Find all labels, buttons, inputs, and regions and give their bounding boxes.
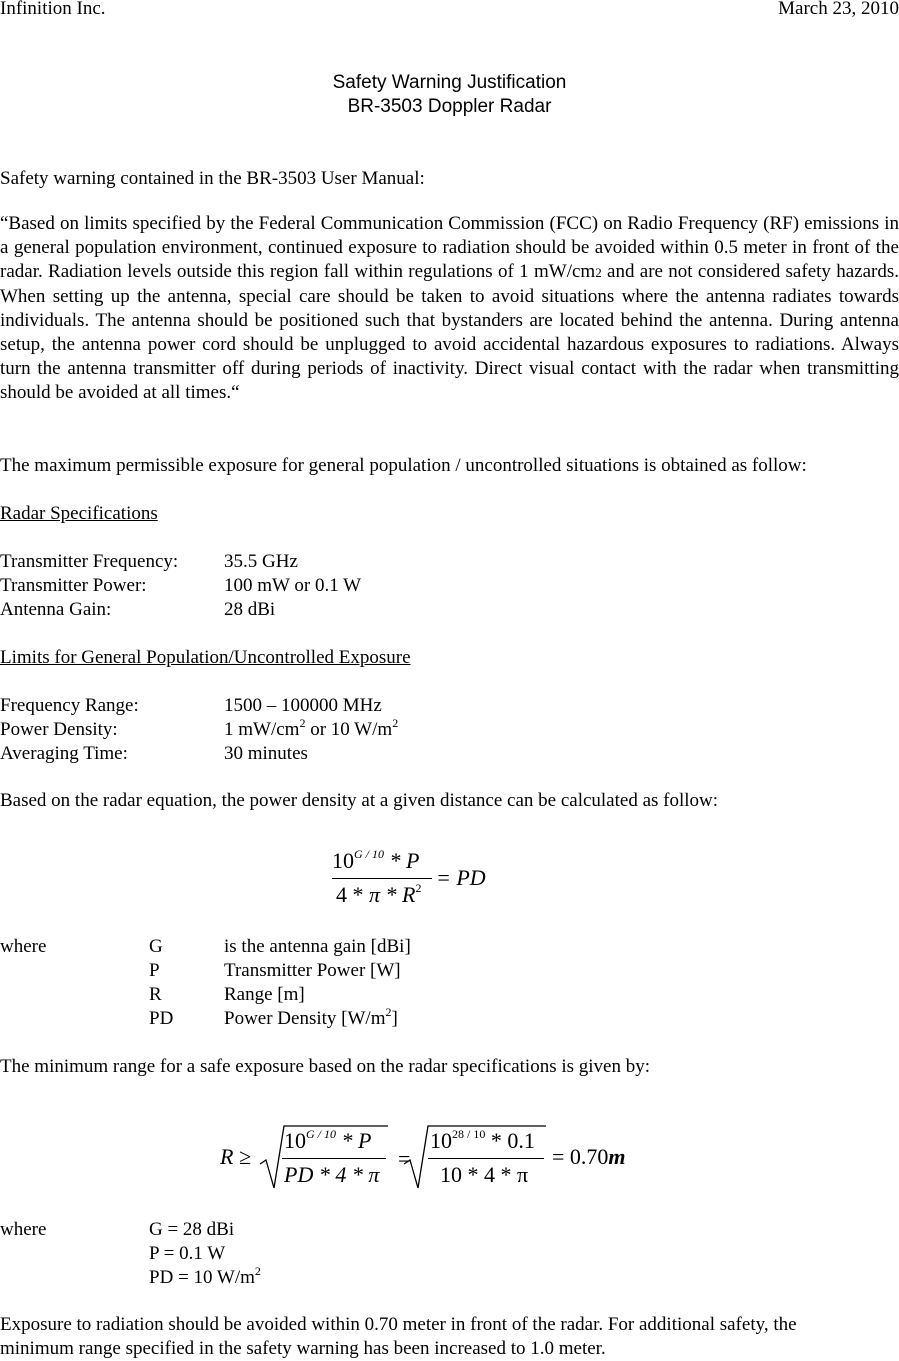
limit-value: 30 minutes (224, 743, 308, 764)
radar-specs-list (0, 551, 600, 623)
min-range-equation (218, 1116, 658, 1196)
spec-value: 100 mW or 0.1 W (224, 575, 362, 596)
eq1-numerator: $10^{G / 10}$ * P (332, 847, 420, 873)
eq1-fraction-bar (332, 878, 432, 879)
where-symbol: R (149, 984, 162, 1005)
page-title: Safety Warning Justification (332, 72, 567, 93)
radar-specs-heading: Radar Specifications (0, 503, 158, 524)
where-definitions (0, 936, 600, 1032)
where-description: is the antenna gain [dBi] (224, 936, 411, 957)
warning-quote: “Based on limits specified by the Federal Communication Commission (FCC) on Radio Frequency (RF) emissions in a general population environment, continued exposure to radiation should be avoided within 0.5 meter in front of the radar. Radiation levels outside this region fall within regulations of 1 mW/cm2 and are not considered safety hazards. When setting up the antenna, special care should be taken to avoid situations where the antenna radiates towards individuals. The antenna should be positioned such that bystanders are located behind the antenna. During antenna setup, the antenna power cord should be unplugged to avoid accidental hazardous exposures to radiations. Always turn the antenna transmitter off during periods of inactivity. Direct visual contact with the radar when transmitting should be avoided at all times.“ (0, 213, 899, 403)
page-subtitle: BR-3503 Doppler Radar (347, 96, 552, 117)
where-symbol: G (149, 936, 163, 957)
eq2-f1-denominator: PD * 4 * π (284, 1162, 380, 1187)
header-date: March 23, 2010 (778, 0, 899, 19)
header-company: Infinition Inc. (0, 0, 106, 19)
limits-list (0, 695, 600, 767)
spec-value: 28 dBi (224, 599, 276, 620)
radar-eq-intro: Based on the radar equation, the power density at a given distance can be calculated as follow: (0, 790, 719, 811)
mpe-intro: The maximum permissible exposure for general population / uncontrolled situations is obtained as follow: (0, 455, 807, 476)
power-density-equation (330, 838, 530, 918)
eq2-result: = 0.70m (552, 1144, 626, 1169)
where-symbol: PD (149, 1008, 174, 1029)
limits-heading: Limits for General Population/Uncontrolled Exposure (0, 647, 411, 668)
limit-label: Frequency Range: (0, 695, 139, 716)
limit-label: Power Density: (0, 719, 118, 740)
spec-label: Transmitter Frequency: (0, 551, 179, 572)
where-description: Range [m] (224, 984, 305, 1005)
conclusion-line-1: Exposure to radiation should be avoided within 0.70 meter in front of the radar. For additional safety, the (0, 1314, 797, 1335)
where-values (0, 1219, 600, 1291)
eq2-f1-numerator: $10^{G / 10}$ * P (284, 1127, 372, 1153)
min-range-intro: The minimum range for a safe exposure based on the radar specifications is given by: (0, 1056, 651, 1077)
where-value-g: G = 28 dBi (149, 1219, 235, 1240)
where-value-p: P = 0.1 W (149, 1243, 226, 1264)
limit-value: 1 $mW/cm^2$ or 10 $W/m^2$ (224, 716, 399, 740)
limit-label: Averaging Time: (0, 743, 128, 764)
eq2-f2-bar (428, 1158, 544, 1159)
eq2-f2-denominator: 10 * 4 * π (440, 1162, 529, 1187)
limit-value: 1500 – 100000 MHz (224, 695, 382, 716)
spec-label: Transmitter Power: (0, 575, 147, 596)
eq2-f2-numerator: $10^{28 / 10} * 0.1$ (430, 1127, 535, 1153)
where-symbol: P (149, 960, 160, 981)
spec-value: 35.5 GHz (224, 551, 298, 572)
where-description: Transmitter Power [W] (224, 960, 401, 981)
eq1-denominator: 4 * π * $R^2$ (336, 881, 422, 907)
eq1-rhs: = PD (436, 865, 486, 890)
spec-label: Antenna Gain: (0, 599, 112, 620)
where-label: where (0, 1219, 47, 1240)
intro-text: Safety warning contained in the BR-3503 User Manual: (0, 168, 425, 189)
eq2-equals: = (398, 1146, 411, 1171)
conclusion-line-2: minimum range specified in the safety warning has been increased to 1.0 meter. (0, 1338, 606, 1359)
where-description: Power Density $[W/m^2]$ (224, 1005, 398, 1029)
where-label: where (0, 936, 47, 957)
where-value-pd: PD = 10 $W/m^2$ (149, 1264, 261, 1288)
eq2-lhs: R ≥ (220, 1144, 252, 1169)
eq2-f1-bar (282, 1158, 386, 1159)
